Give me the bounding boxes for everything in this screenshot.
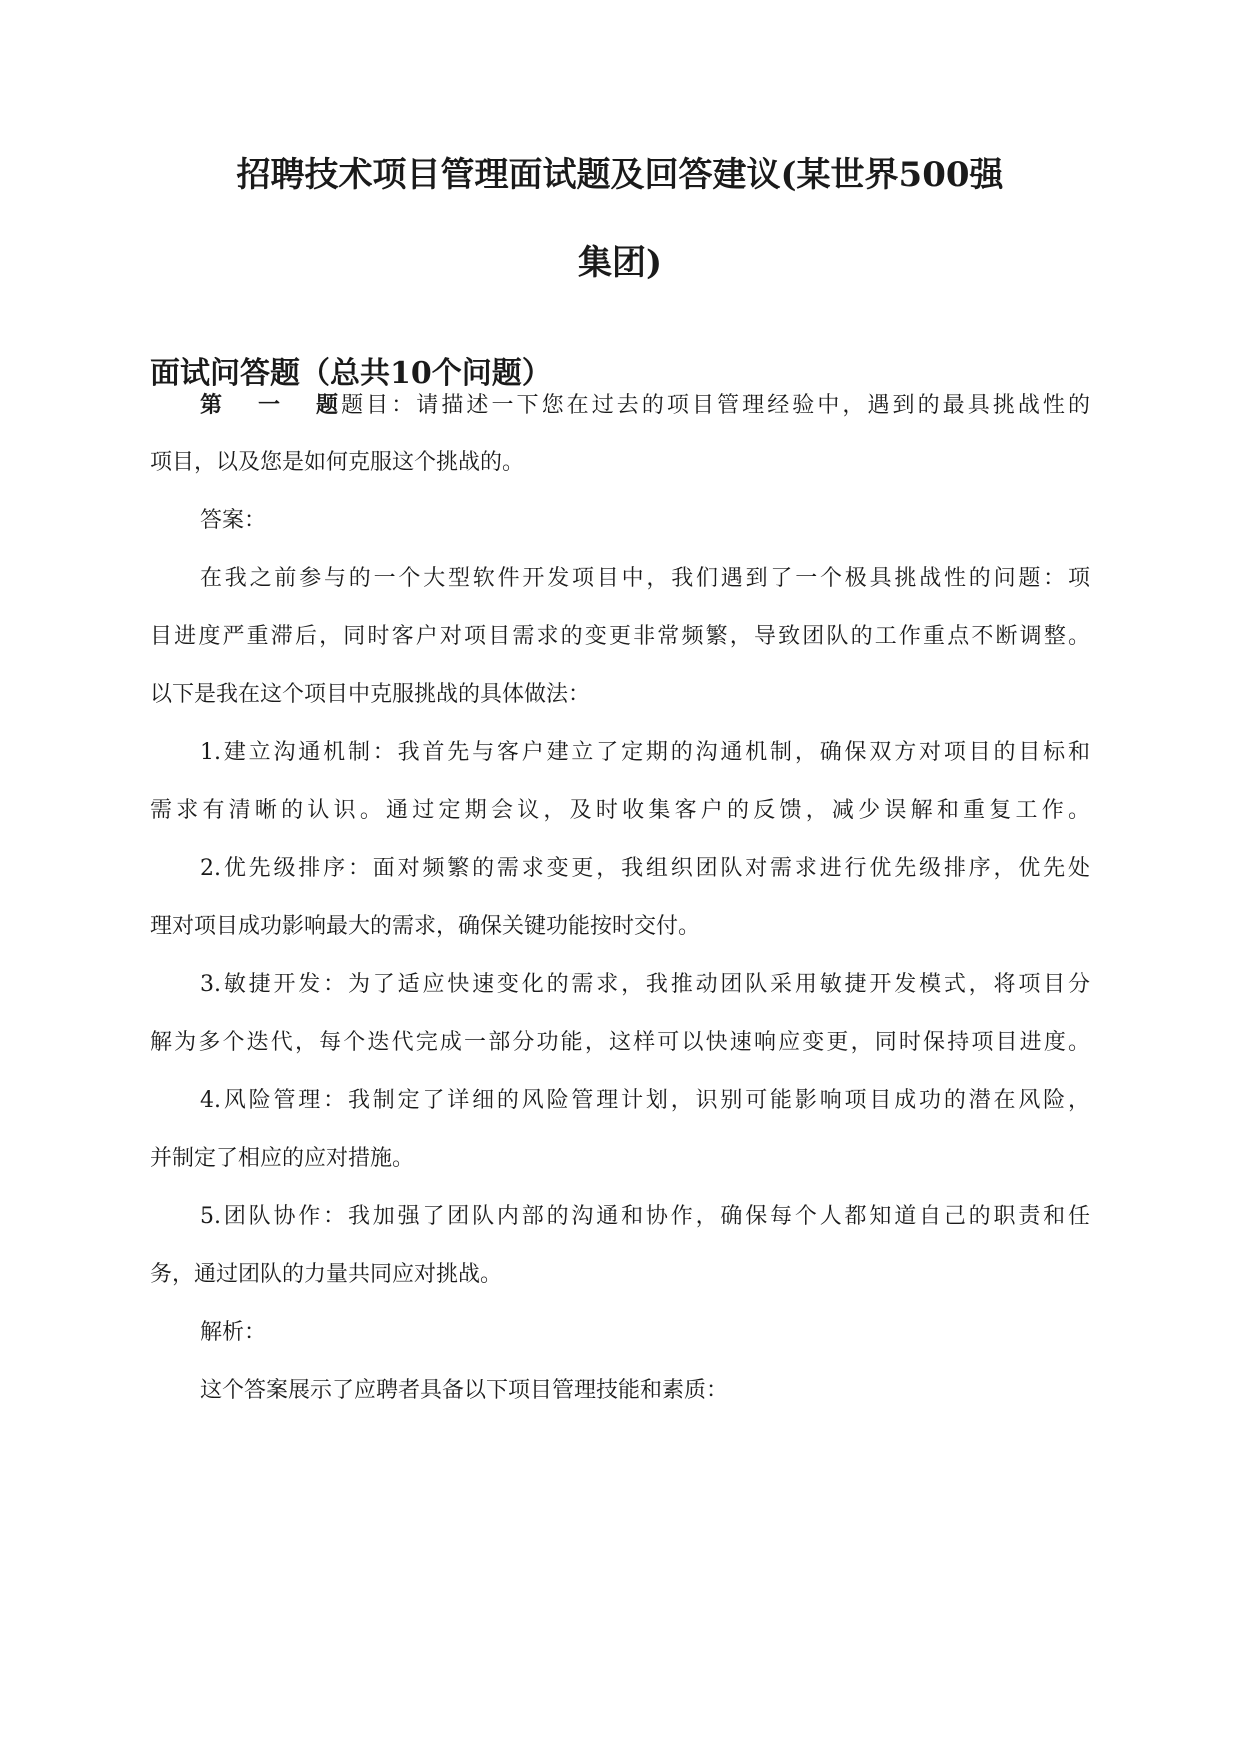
document-title-line-1: 招聘技术项目管理面试题及回答建议(某世界500强 (236, 155, 1004, 195)
point-1-line-2: 需求有清晰的认识。通过定期会议，及时收集客户的反馈，减少误解和重复工作。 (150, 798, 1090, 823)
question-1-label: 第一题 (200, 392, 338, 418)
question-1-text: 题目：请描述一下您在过去的项目管理经验中，遇到的最具挑战性的 (338, 393, 1090, 418)
point-2-line-1: 2.优先级排序：面对频繁的需求变更，我组织团队对需求进行优先级排序，优先处 (200, 856, 1090, 881)
point-2-line-2: 理对项目成功影响最大的需求，确保关键功能按时交付。 (150, 914, 701, 939)
answer-intro-line-2: 目进度严重滞后，同时客户对项目需求的变更非常频繁，导致团队的工作重点不断调整。 (150, 624, 1090, 649)
point-3-line-1: 3.敏捷开发：为了适应快速变化的需求，我推动团队采用敏捷开发模式，将项目分 (200, 972, 1090, 997)
point-4-line-2: 并制定了相应的应对措施。 (150, 1146, 415, 1171)
analysis-label: 解析： (200, 1320, 267, 1345)
answer-intro-line-3: 以下是我在这个项目中克服挑战的具体做法： (150, 682, 591, 707)
point-3-line-2: 解为多个迭代，每个迭代完成一部分功能，这样可以快速响应变更，同时保持项目进度。 (150, 1030, 1090, 1055)
point-5-line-2: 务，通过团队的力量共同应对挑战。 (150, 1262, 503, 1287)
analysis-line-1: 这个答案展示了应聘者具备以下项目管理技能和素质： (200, 1378, 729, 1403)
answer-intro-line-1: 在我之前参与的一个大型软件开发项目中，我们遇到了一个极具挑战性的问题：项 (200, 566, 1090, 591)
point-5-line-1: 5.团队协作：我加强了团队内部的沟通和协作，确保每个人都知道自己的职责和任 (200, 1204, 1090, 1229)
question-1-line-1 (200, 392, 1090, 419)
point-1-line-1: 1.建立沟通机制：我首先与客户建立了定期的沟通机制，确保双方对项目的目标和 (200, 740, 1090, 765)
point-4-line-1: 4.风险管理：我制定了详细的风险管理计划，识别可能影响项目成功的潜在风险， (200, 1088, 1090, 1113)
answer-label: 答案： (200, 508, 267, 533)
document-title-line-2: 集团) (577, 243, 663, 283)
section-heading: 面试问答题（总共10个问题） (150, 356, 552, 391)
question-1-line-2: 项目，以及您是如何克服这个挑战的。 (150, 450, 525, 475)
